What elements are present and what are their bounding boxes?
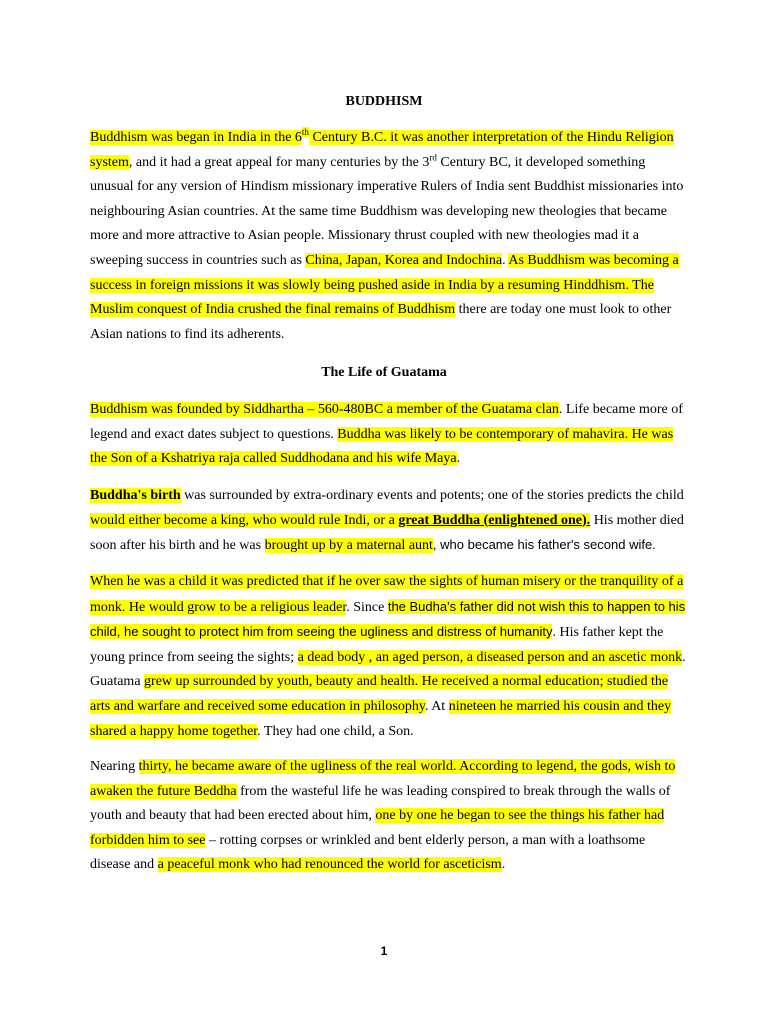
text: . At: [424, 698, 449, 714]
text: . His father kept the young prince from seeing the sights;: [90, 625, 664, 665]
text: . They had one child, a Son.: [257, 723, 414, 739]
highlight: a dead body , an aged person, a diseased person and an ascetic monk: [297, 649, 683, 665]
highlight: Buddhism was began in India in the 6: [90, 130, 302, 145]
text: from the wasteful life he was leading conspired to break through the walls of youth and beauty that had been erected about him,: [90, 783, 671, 824]
text: . Guatama: [90, 649, 686, 690]
highlight: Century B.C. it was another interpretation of the Hindu Religion system: [90, 130, 674, 170]
paragraph-awakening: [90, 755, 686, 878]
highlight: brought up by a maternal aunt: [264, 538, 433, 554]
highlight-bold: Buddha's birth: [90, 488, 181, 503]
page-number: 1: [380, 944, 388, 958]
highlight: Buddhism was founded by Siddhartha – 560-480BC a member of the Guatama clan: [90, 402, 559, 417]
highlight: Buddha was likely to be contemporary of mahavira. He was the Son of a Kshatriya raja called Suddhodana and his wife Maya: [90, 426, 674, 467]
text: .: [502, 252, 509, 268]
highlight: As Buddhism was becoming a success in foreign missions it was slowly being pushed aside in India by a resuming Hinddhism. The Muslim conquest of India crushed the final remains of Buddhism: [90, 252, 679, 318]
highlight: the Budha's father did not wish this to happen to his child, he sought to protect him from seeing the ugliness and distress of humanity: [90, 598, 686, 640]
text: – rotting corpses or wrinkled and bent elderly person, a man with a loathsome disease and: [90, 832, 646, 873]
text: Century BC, it developed something unusual for any version of Hindism missionary imperative Rulers of India sent Buddhist missionaries into neighbouring Asian countries. At the same time Buddhism was developing new theologies that became more and more attractive to Asian people. Missionary thrust coupled with new theologies mad it a sweeping success in countries such as: [90, 154, 684, 268]
text: , and it had a great appeal for many centuries by the 3: [128, 154, 430, 170]
superscript: th: [301, 127, 309, 138]
document-title: BUDDHISM: [345, 94, 423, 109]
highlight: When he was a child it was predicted that if he over saw the sights of human misery or the tranquility of a monk. He would grow to be a religious leader: [90, 574, 684, 615]
highlight: China, Japan, Korea and Indochina: [305, 252, 503, 268]
highlight: a peaceful monk who had renounced the world for asceticism: [157, 857, 502, 873]
section-title: The Life of Guatama: [321, 365, 447, 380]
text: . Since: [346, 599, 388, 615]
text: , who became his father's second wife.: [432, 537, 656, 553]
paragraph-childhood: [90, 570, 686, 744]
highlight: thirty, he became aware of the ugliness of the real world. According to legend, the gods, wish to awaken the future Beddha: [90, 759, 676, 799]
text: Nearing: [90, 759, 139, 774]
text: .: [501, 857, 506, 873]
highlight-bold-underline: great Buddha (enlightened one).: [398, 512, 591, 528]
superscript: rd: [429, 151, 437, 162]
highlight: one by one he began to see the things his father had forbidden him to see: [90, 808, 665, 848]
text: His mother died soon after his birth and he was: [90, 512, 684, 554]
text: was surrounded by extra-ordinary events and potents; one of the stories predicts the child: [180, 488, 684, 503]
text: there are today one must look to other Asian nations to find its adherents.: [90, 302, 672, 342]
highlight: nineteen he married his cousin and they shared a happy home together: [90, 698, 672, 739]
text: .: [456, 451, 461, 467]
highlight: would either become a king, who would rule Indi, or a: [90, 512, 399, 528]
paragraph-intro: [90, 126, 686, 347]
paragraph-founding: [90, 398, 686, 472]
paragraph-birth: [90, 484, 686, 559]
highlight: grew up surrounded by youth, beauty and health. He received a normal education; studied the arts and warfare and received some education in philosophy: [90, 674, 669, 714]
text: . Life became more of legend and exact dates subject to questions.: [90, 402, 683, 442]
